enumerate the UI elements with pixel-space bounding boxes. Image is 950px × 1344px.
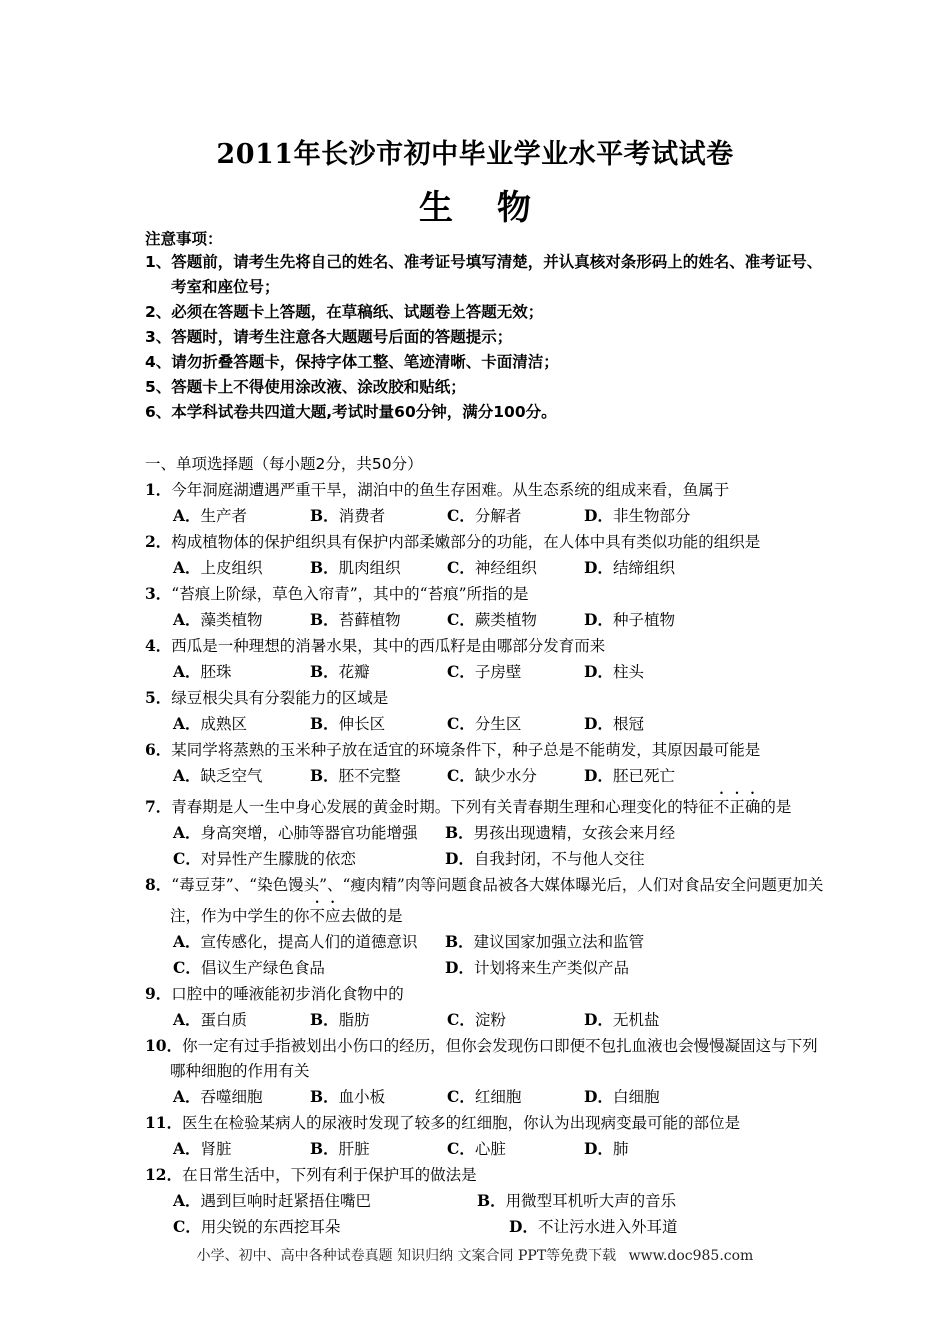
option-b: B．脂肪 [310,1010,370,1029]
question-text: 构成植物体的保护组织具有保护内部柔嫩部分的功能，在人体中具有类似功能的组织是 [171,533,761,551]
question-number: 4． [145,636,172,655]
section-title: 一、单项选择题（每小题2分，共50分） [145,455,423,473]
question-7 [145,789,825,872]
question-8 [145,872,825,981]
emphasized-text: 不应 [309,907,341,925]
note-item: 5、答题卡上不得使用涂改液、涂改胶和贴纸； [145,378,466,396]
question-number: 2． [145,532,172,551]
question-12 [145,1162,825,1240]
option-a: A．缺乏空气 [173,766,263,785]
option-row [145,955,825,981]
question-text: 青春期是人一生中身心发展的黄金时期。下列有关青春期生理和心理变化的特征 [171,798,714,816]
option-row [145,1214,825,1240]
option-d: D．无机盐 [584,1010,660,1029]
question-5 [145,685,825,737]
question-4 [145,633,825,685]
option-d: D．柱头 [584,662,644,681]
option-b: B．苔藓植物 [310,610,401,629]
option-d: D．计划将来生产类似产品 [445,958,629,977]
question-number: 12． [145,1165,183,1184]
option-c: C．心脏 [447,1139,506,1158]
question-text-end: 去做的是 [340,907,403,925]
option-b: B．血小板 [310,1087,386,1106]
question-list [145,452,825,1240]
exam-title: 2011年长沙市初中毕业学业水平考试试卷 [216,139,734,170]
option-row [145,1084,825,1110]
question-text: 西瓜是一种理想的消暑水果，其中的西瓜籽是由哪部分发育而来 [171,637,606,655]
option-a: A．身高突增，心肺等器官功能增强 [173,823,418,842]
question-text-end: 的是 [760,798,792,816]
option-c: C．倡议生产绿色食品 [173,958,325,977]
option-c: C．缺少水分 [447,766,537,785]
option-d: D．不让污水进入外耳道 [509,1217,678,1236]
option-row [145,607,825,633]
option-b: B．消费者 [310,506,386,525]
option-row [145,659,825,685]
footer-url[interactable]: www.doc985.com [628,1248,754,1264]
option-row [145,763,825,789]
option-b: B．建议国家加强立法和监管 [445,932,645,951]
option-a: A．吞噬细胞 [173,1087,263,1106]
option-a: A．上皮组织 [173,558,263,577]
option-b: B．伸长区 [310,714,386,733]
question-text: “毒豆芽”、“染色馒头”、“瘦肉精”肉等问题食品被各大媒体曝光后，人们对食品安全问题更加关注，作为中学生的你 [170,876,824,925]
option-b: B．男孩出现遗精，女孩会来月经 [445,823,676,842]
option-b: B．胚不完整 [310,766,401,785]
footer-text: 小学、初中、高中各种试卷真题 知识归纳 文案合同 PPT等免费下载 [196,1248,617,1264]
question-number: 5． [145,688,172,707]
question-stem [145,477,825,503]
question-number: 11． [145,1113,183,1132]
option-d: D．肺 [584,1139,629,1158]
option-c: C．对异性产生朦胧的依恋 [173,849,356,868]
notes-section [145,228,825,425]
subject-title: 生物 [419,188,575,228]
note-item: 1、答题前，请考生先将自己的姓名、准考证号填写清楚，并认真核对条形码上的姓名、准考证号、考室和座位号； [145,253,823,296]
question-3 [145,581,825,633]
option-a: A．蛋白质 [173,1010,248,1029]
option-row [145,929,825,955]
option-a: A．胚珠 [173,662,232,681]
option-d: D．非生物部分 [584,506,691,525]
question-text: 某同学将蒸熟的玉米种子放在适宜的环境条件下，种子总是不能萌发，其原因最可能是 [171,741,761,759]
option-c: C．蕨类植物 [447,610,537,629]
option-d: D．胚已死亡 [584,766,675,785]
question-number: 6． [145,740,172,759]
note-item: 4、请勿折叠答题卡，保持字体工整、笔迹清晰、卡面清洁； [145,353,559,371]
question-number: 8． [145,875,172,894]
page-footer [0,1245,950,1265]
question-number: 10． [145,1036,183,1055]
question-6 [145,737,825,789]
option-d: D．种子植物 [584,610,675,629]
option-c: C．分生区 [447,714,522,733]
option-row [145,555,825,581]
question-stem [145,981,825,1007]
option-b: B．花瓣 [310,662,370,681]
question-stem [145,872,825,929]
option-a: A．遇到巨响时赶紧捂住嘴巴 [173,1191,372,1210]
option-b: B．肌肉组织 [310,558,401,577]
question-stem [145,685,825,711]
question-1 [145,477,825,529]
option-row [145,820,825,846]
option-a: A．肾脏 [173,1139,232,1158]
option-d: D．根冠 [584,714,644,733]
question-stem [145,1033,825,1084]
option-a: A．成熟区 [173,714,248,733]
option-b: B．肝脏 [310,1139,370,1158]
question-stem [145,737,825,763]
question-stem [145,529,825,555]
question-text: 你一定有过手指被划出小伤口的经历，但你会发现伤口即便不包扎血液也会慢慢凝固这与下列哪种细胞的作用有关 [170,1037,818,1080]
question-11 [145,1110,825,1162]
option-row [145,1188,825,1214]
question-stem [145,1110,825,1136]
question-text: 口腔中的唾液能初步消化食物中的 [171,985,404,1003]
option-row [145,1136,825,1162]
question-stem [145,789,825,820]
question-number: 9． [145,984,172,1003]
option-row [145,846,825,872]
option-row [145,1007,825,1033]
question-stem [145,581,825,607]
option-c: C．神经组织 [447,558,537,577]
question-text: 医生在检验某病人的尿液时发现了较多的红细胞，你认为出现病变最可能的部位是 [182,1114,741,1132]
question-10 [145,1033,825,1110]
question-stem [145,633,825,659]
option-d: D．结缔组织 [584,558,675,577]
option-d: D．白细胞 [584,1087,660,1106]
option-b: B．用微型耳机听大声的音乐 [477,1191,677,1210]
option-row [145,711,825,737]
option-c: C．分解者 [447,506,522,525]
question-number: 3． [145,584,172,603]
option-c: C．淀粉 [447,1010,506,1029]
question-text: “苔痕上阶绿，草色入帘青”，其中的“苔痕”所指的是 [171,585,529,603]
option-a: A．生产者 [173,506,248,525]
question-2 [145,529,825,581]
question-number: 7． [145,797,172,816]
question-text: 在日常生活中，下列有利于保护耳的做法是 [182,1166,477,1184]
option-c: C．子房壁 [447,662,522,681]
option-row [145,503,825,529]
option-c: C．用尖锐的东西挖耳朵 [173,1217,341,1236]
notes-heading: 注意事项： [145,230,223,248]
question-text: 今年洞庭湖遭遇严重干旱，湖泊中的鱼生存困难。从生态系统的组成来看，鱼属于 [171,481,730,499]
option-c: C．红细胞 [447,1087,522,1106]
question-stem [145,1162,825,1188]
note-item: 6、本学科试卷共四道大题,考试时量60分钟，满分100分。 [145,403,557,421]
question-text: 绿豆根尖具有分裂能力的区域是 [171,689,389,707]
question-number: 1． [145,480,172,499]
option-a: A．宣传感化，提高人们的道德意识 [173,932,418,951]
emphasized-text: 不正确 [713,798,761,816]
question-9 [145,981,825,1033]
note-item: 2、必须在答题卡上答题，在草稿纸、试题卷上答题无效； [145,303,544,321]
option-d: D．自我封闭，不与他人交往 [445,849,645,868]
note-item: 3、答题时，请考生注意各大题题号后面的答题提示； [145,328,513,346]
option-a: A．藻类植物 [173,610,263,629]
